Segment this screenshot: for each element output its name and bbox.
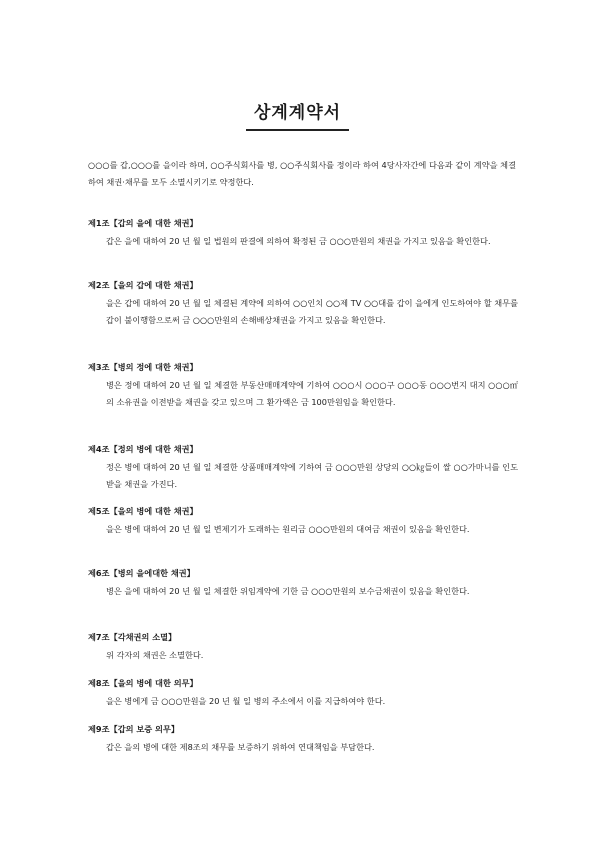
article-heading: 제8조【을의 병에 대한 의무】 [88, 678, 198, 688]
article-heading: 제7조【각채권의 소멸】 [88, 632, 177, 642]
article-heading: 제6조【병의 을에대한 채권】 [88, 568, 195, 578]
article-body: 병은 을에 대하여 20 년 월 일 체결한 위임계약에 기한 금 ○○○만원의 보수금채권이 있음을 확인한다. [106, 586, 470, 596]
article-5 [88, 505, 518, 538]
article-6 [88, 567, 518, 600]
article-8 [88, 677, 518, 710]
article-3 [88, 361, 518, 411]
article-body: 갑은 을의 병에 대한 제8조의 채무를 보증하기 위하여 연대책임을 부담한다. [106, 742, 375, 752]
article-2 [88, 279, 518, 329]
article-9 [88, 723, 518, 756]
article-heading: 제5조【을의 병에 대한 채권】 [88, 506, 198, 516]
article-heading: 제2조【을의 갑에 대한 채권】 [88, 280, 198, 290]
article-body: 정은 병에 대하여 20 년 월 일 체결한 상품매매계약에 기하여 금 ○○○만원 상당의 ○○㎏들이 쌀 ○○가마니를 인도받을 채권을 가진다. [106, 462, 518, 489]
article-7 [88, 631, 518, 664]
article-heading: 제1조【갑의 을에 대한 채권】 [88, 218, 198, 228]
article-body: 을은 병에 대하여 20 년 월 일 변제기가 도래하는 원리금 ○○○만원의 대여금 채권이 있음을 확인한다. [106, 524, 470, 534]
article-heading: 제4조【정의 병에 대한 채권】 [88, 444, 198, 454]
document-title: 상계계약서 [246, 101, 349, 131]
article-heading: 제3조【병의 정에 대한 채권】 [88, 362, 198, 372]
article-4 [88, 443, 518, 493]
article-1 [88, 217, 518, 250]
article-body: 을은 병에게 금 ○○○만원을 20 년 월 일 병의 주소에서 이를 지급하여야 한다. [106, 696, 386, 706]
intro-paragraph: ○○○를 갑,○○○를 을이라 하며, ○○주식회사를 병, ○○주식회사를 정이라 하여 4당사자간에 다음과 같이 계약을 체결하여 채권·채무를 모두 소멸시키기로 약정한다. [88, 160, 516, 187]
article-body: 을은 갑에 대하여 20 년 월 일 체결된 계약에 의하여 ○○인치 ○○제 TV ○○대를 갑이 을에게 인도하여야 할 채무를 갑이 불이행함으로써 금 ○○○만원의 손해배상채권을 가지고 있음을 확인한다. [106, 298, 518, 325]
article-heading: 제9조【갑의 보증 의무】 [88, 724, 180, 734]
article-body: 위 각자의 채권은 소멸한다. [106, 650, 204, 660]
title-container [0, 101, 595, 131]
article-body: 갑은 을에 대하여 20 년 월 일 법원의 판결에 의하여 확정된 금 ○○○만원의 채권을 가지고 있음을 확인한다. [106, 236, 491, 246]
article-body: 병은 정에 대하여 20 년 월 일 체결한 부동산매매계약에 기하여 ○○○시 ○○○구 ○○○동 ○○○번지 대지 ○○○㎡의 소유권을 이전받을 채권을 갖고 있으며 그 환가액은 금 100만원임을 확인한다. [106, 380, 518, 407]
